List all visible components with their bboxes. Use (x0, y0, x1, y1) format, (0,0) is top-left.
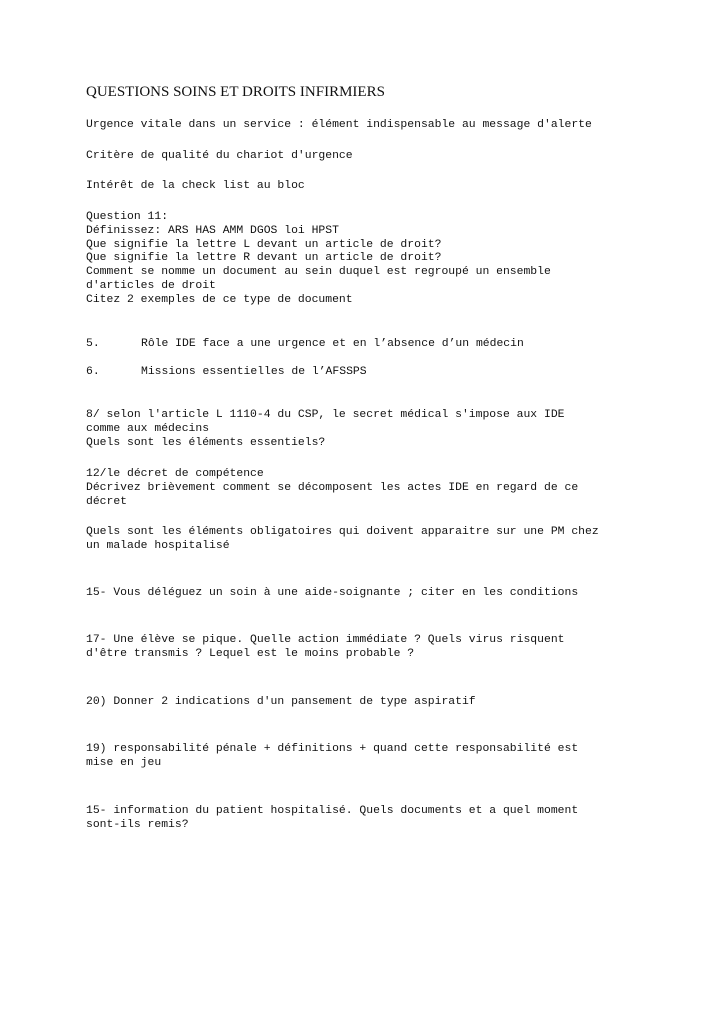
text-line: 12/le décret de compétence (86, 468, 264, 480)
question-text: Rôle IDE face a une urgence et en l’absence d’un médecin (141, 338, 524, 350)
text-line: Critère de qualité du chariot d'urgence (86, 150, 353, 162)
text-line: Décrivez brièvement comment se décomposent les actes IDE en regard de ce (86, 481, 579, 494)
question-pm (86, 526, 599, 554)
text-line: Comment se nomme un document au sein duquel est regroupé un ensemble (86, 266, 551, 279)
text-line: Intérêt de la check list au bloc (86, 180, 305, 192)
question-15-delegation (86, 587, 578, 601)
text-line: Question 11: (86, 211, 169, 223)
text-line: 19) responsabilité pénale + définitions + quand cette responsabilité est (86, 743, 579, 755)
text-line: d'être transmis ? Lequel est le moins probable ? (86, 647, 415, 660)
text-line: Citez 2 exemples de ce type de document (86, 293, 353, 306)
text-line: Quels sont les éléments essentiels? (86, 436, 326, 449)
text-line: 8/ selon l'article L 1110-4 du CSP, le secret médical s'impose aux IDE (86, 409, 565, 421)
text-line: 15- Vous déléguez un soin à une aide-soignante ; citer en les conditions (86, 587, 579, 599)
text-line: décret (86, 495, 128, 508)
text-line: mise en jeu (86, 756, 162, 769)
text-line: Quels sont les éléments obligatoires qui doivent apparaitre sur une PM chez (86, 526, 599, 538)
question-20 (86, 696, 476, 710)
question-number: 5. (86, 338, 100, 350)
text-line: un malade hospitalisé (86, 539, 230, 552)
question-17 (86, 634, 565, 662)
text-line: d'articles de droit (86, 279, 216, 292)
question-number: 6. (86, 366, 100, 378)
text-line: Que signifie la lettre L devant un article de droit? (86, 238, 442, 251)
text-line: Que signifie la lettre R devant un article de droit? (86, 252, 442, 265)
document-title: QUESTIONS SOINS ET DROITS INFIRMIERS (86, 84, 385, 100)
text-line: 17- Une élève se pique. Quelle action immédiate ? Quels virus risquent (86, 634, 565, 646)
text-line: sont-ils remis? (86, 818, 189, 831)
question-8 (86, 409, 565, 450)
question-urgence (86, 119, 592, 133)
question-chariot (86, 150, 353, 164)
text-line: Urgence vitale dans un service : élément indispensable au message d'alerte (86, 119, 592, 131)
question-19 (86, 743, 578, 771)
question-12 (86, 468, 578, 509)
question-checklist (86, 180, 305, 194)
question-text: Missions essentielles de l’AFSSPS (141, 366, 367, 378)
text-line: 20) Donner 2 indications d'un pansement de type aspiratif (86, 696, 476, 708)
text-line: comme aux médecins (86, 422, 210, 435)
question-15-information (86, 805, 578, 833)
text-line: Définissez: ARS HAS AMM DGOS loi HPST (86, 224, 339, 237)
question-5 (86, 338, 524, 352)
text-line: 15- information du patient hospitalisé. Quels documents et a quel moment (86, 805, 579, 817)
question-11 (86, 211, 551, 308)
question-6 (86, 366, 367, 380)
